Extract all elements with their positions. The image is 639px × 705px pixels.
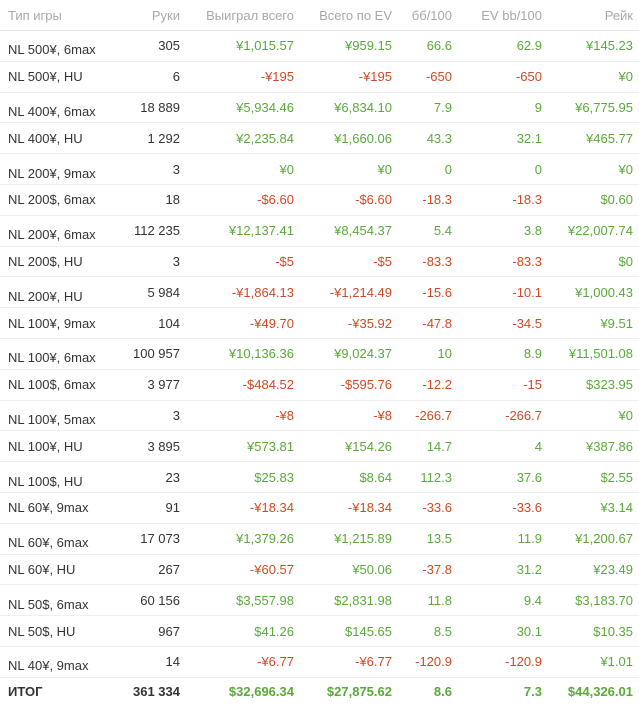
- cell-ev-total: ¥959.15: [345, 38, 392, 54]
- cell-ev-bb100: 32.1: [516, 130, 542, 146]
- cell-game-type: NL 500¥, HU: [8, 69, 83, 85]
- cell-ev-total: ¥9,024.37: [334, 346, 392, 362]
- cell-game-type: NL 100¥, HU: [8, 438, 83, 454]
- cell-bb100: -47.8: [422, 315, 452, 331]
- table-row[interactable]: [0, 338, 639, 369]
- table-row[interactable]: [0, 585, 639, 616]
- cell-game-type: NL 200¥, 9max: [8, 165, 96, 181]
- cell-game-type: NL 200¥, 6max: [8, 227, 96, 243]
- cell-bb100: 14.7: [426, 438, 452, 454]
- cell-rake: ¥0: [618, 69, 633, 85]
- cell-hands: 18 889: [140, 99, 180, 115]
- cell-hands: 267: [158, 561, 180, 577]
- cell-bb100: 43.3: [426, 130, 452, 146]
- cell-ev-bb100: 0: [534, 161, 542, 177]
- cell-ev-bb100: 62.9: [516, 38, 542, 54]
- cell-rake: ¥1,000.43: [575, 284, 633, 300]
- cell-game-type: NL 50$, HU: [8, 623, 76, 639]
- cell-hands: 104: [158, 315, 180, 331]
- cell-game-type: NL 60¥, HU: [8, 561, 76, 577]
- cell-rake: ¥11,501.08: [568, 346, 633, 362]
- cell-bb100: 66.6: [426, 38, 452, 54]
- cell-bb100: 8.5: [433, 623, 452, 639]
- table-row[interactable]: [0, 523, 639, 554]
- cell-rake: ¥9.51: [600, 315, 633, 331]
- cell-rake: ¥3.14: [600, 500, 633, 516]
- cell-rake: ¥0: [618, 161, 633, 177]
- total-ev: $27,875.62: [326, 683, 392, 699]
- cell-ev-bb100: 9.4: [523, 592, 542, 608]
- cell-ev-bb100: -10.1: [512, 284, 542, 300]
- cell-game-type: NL 100¥, 6max: [8, 350, 96, 366]
- table-row[interactable]: [0, 31, 639, 62]
- cell-ev-total: -¥1,214.49: [329, 284, 392, 300]
- table-row[interactable]: [0, 431, 639, 462]
- cell-rake: $10.35: [593, 623, 633, 639]
- total-label: ИТОГ: [8, 683, 43, 699]
- cell-ev-total: -¥35.92: [347, 315, 392, 331]
- cell-ev-total: ¥154.26: [345, 438, 392, 454]
- cell-hands: 5 984: [147, 284, 180, 300]
- table-row[interactable]: [0, 369, 639, 400]
- cell-won-total: ¥1,015.57: [236, 38, 294, 54]
- cell-won-total: -$484.52: [242, 377, 294, 393]
- column-header-ev-total[interactable]: Всего по EV: [300, 0, 398, 31]
- cell-hands: 3 977: [147, 377, 180, 393]
- cell-rake: ¥387.86: [586, 438, 633, 454]
- cell-ev-bb100: -15: [523, 377, 542, 393]
- cell-won-total: ¥0: [279, 161, 294, 177]
- table-row[interactable]: [0, 215, 639, 246]
- cell-game-type: NL 60¥, 6max: [8, 535, 89, 551]
- cell-rake: ¥23.49: [593, 561, 633, 577]
- cell-rake: $323.95: [586, 377, 633, 393]
- cell-hands: 6: [172, 69, 180, 85]
- cell-bb100: 112.3: [420, 469, 452, 485]
- table-row[interactable]: [0, 92, 639, 123]
- cell-hands: 3: [172, 407, 180, 423]
- cell-bb100: 13.5: [426, 531, 452, 547]
- cell-hands: 3: [172, 161, 180, 177]
- cell-won-total: $41.26: [254, 623, 294, 639]
- table-row[interactable]: [0, 646, 639, 677]
- cell-ev-total: -$6.60: [355, 192, 392, 208]
- cell-ev-total: -$5: [373, 253, 392, 269]
- cell-hands: 17 073: [140, 531, 180, 547]
- table-footer: [0, 677, 639, 705]
- cell-won-total: ¥12,137.41: [228, 223, 294, 239]
- header-row: [0, 0, 639, 31]
- cell-hands: 112 235: [133, 223, 180, 239]
- cell-won-total: -¥49.70: [249, 315, 294, 331]
- table-row[interactable]: [0, 123, 639, 154]
- cell-bb100: -15.6: [422, 284, 452, 300]
- cell-ev-bb100: 8.9: [523, 346, 542, 362]
- column-header-won-total[interactable]: Выиграл всего: [186, 0, 300, 31]
- cell-hands: 60 156: [140, 592, 180, 608]
- cell-bb100: 0: [444, 161, 452, 177]
- cell-ev-bb100: -33.6: [512, 500, 542, 516]
- cell-bb100: -650: [425, 69, 452, 85]
- cell-game-type: NL 60¥, 9max: [8, 500, 89, 516]
- cell-hands: 3: [172, 253, 180, 269]
- cell-rake: ¥6,775.95: [575, 99, 633, 115]
- column-header-ev-bb100[interactable]: EV bb/100: [458, 0, 548, 31]
- table-header: [0, 0, 639, 31]
- cell-ev-bb100: 31.2: [516, 561, 542, 577]
- cell-bb100: -83.3: [422, 253, 452, 269]
- column-header-game-type[interactable]: Тип игры: [0, 0, 118, 31]
- table-row[interactable]: [0, 492, 639, 523]
- cell-hands: 3 895: [147, 438, 180, 454]
- cell-ev-bb100: -650: [515, 69, 542, 85]
- cell-hands: 91: [165, 500, 180, 516]
- cell-bb100: -33.6: [422, 500, 452, 516]
- cell-ev-total: -¥18.34: [347, 500, 392, 516]
- cell-game-type: NL 100¥, 9max: [8, 315, 96, 331]
- cell-ev-total: $2,831.98: [334, 592, 392, 608]
- cell-game-type: NL 40¥, 9max: [8, 658, 89, 674]
- cell-bb100: 11.8: [427, 592, 452, 608]
- table-row[interactable]: [0, 61, 639, 92]
- cell-won-total: -¥60.57: [249, 561, 294, 577]
- cell-hands: 1 292: [147, 130, 180, 146]
- cell-won-total: -$5: [275, 253, 294, 269]
- cell-ev-total: -¥6.77: [355, 654, 392, 670]
- cell-hands: 14: [165, 654, 180, 670]
- cell-won-total: ¥1,379.26: [236, 531, 294, 547]
- cell-rake: ¥1.01: [600, 654, 633, 670]
- cell-hands: 18: [165, 192, 180, 208]
- cell-ev-total: -$595.76: [340, 377, 392, 393]
- cell-bb100: -18.3: [422, 192, 452, 208]
- cell-ev-bb100: 30.1: [516, 623, 542, 639]
- cell-hands: 967: [158, 623, 180, 639]
- cell-won-total: -$6.60: [257, 192, 294, 208]
- cell-rake: ¥465.77: [586, 130, 633, 146]
- total-won: $32,696.34: [228, 683, 294, 699]
- cell-rake: $0.60: [600, 192, 633, 208]
- cell-ev-bb100: -83.3: [512, 253, 542, 269]
- cell-game-type: NL 200$, HU: [8, 253, 83, 269]
- cell-won-total: ¥2,235.84: [236, 130, 294, 146]
- cell-won-total: ¥573.81: [247, 438, 294, 454]
- cell-won-total: $25.83: [254, 469, 294, 485]
- cell-hands: 23: [165, 469, 180, 485]
- cell-rake: ¥22,007.74: [567, 223, 633, 239]
- cell-ev-total: ¥50.06: [352, 561, 392, 577]
- total-ev-bb100: 7.3: [523, 683, 542, 699]
- cell-won-total: -¥195: [260, 69, 294, 85]
- cell-ev-total: ¥6,834.10: [334, 99, 392, 115]
- cell-won-total: ¥5,934.46: [236, 99, 294, 115]
- table-row[interactable]: [0, 308, 639, 339]
- cell-rake: $0: [618, 253, 633, 269]
- cell-ev-bb100: -34.5: [512, 315, 542, 331]
- cell-bb100: -12.2: [422, 377, 452, 393]
- cell-game-type: NL 100$, HU: [8, 473, 83, 489]
- cell-ev-total: $145.65: [345, 623, 392, 639]
- cell-won-total: -¥6.77: [257, 654, 294, 670]
- cell-game-type: NL 100$, 6max: [8, 377, 96, 393]
- cell-ev-total: ¥1,215.89: [334, 531, 392, 547]
- table-row[interactable]: [0, 400, 639, 431]
- cell-won-total: $3,557.98: [236, 592, 294, 608]
- table-row[interactable]: [0, 616, 639, 647]
- cell-bb100: -266.7: [415, 407, 452, 423]
- cell-bb100: 5.4: [433, 223, 452, 239]
- total-rake: $44,326.01: [567, 683, 633, 699]
- cell-ev-bb100: 3.8: [523, 223, 542, 239]
- cell-bb100: 7.9: [433, 99, 452, 115]
- cell-ev-bb100: 4: [534, 438, 542, 454]
- cell-game-type: NL 100¥, 5max: [8, 411, 96, 427]
- cell-rake: ¥145.23: [586, 38, 633, 54]
- cell-ev-total: ¥0: [377, 161, 392, 177]
- cell-won-total: -¥18.34: [249, 500, 294, 516]
- table-row[interactable]: [0, 277, 639, 308]
- table-body: [0, 31, 639, 678]
- cell-game-type: NL 400¥, 6max: [8, 103, 96, 119]
- total-bb100: 8.6: [433, 683, 452, 699]
- column-header-bb100[interactable]: бб/100: [398, 0, 458, 31]
- total-hands: 361 334: [133, 683, 180, 699]
- cell-rake: $3,183.70: [575, 592, 633, 608]
- cell-ev-bb100: 11.9: [517, 531, 542, 547]
- cell-ev-bb100: 9: [534, 99, 542, 115]
- cell-ev-bb100: -120.9: [505, 654, 542, 670]
- cell-bb100: -37.8: [422, 561, 452, 577]
- cell-ev-bb100: 37.6: [516, 469, 542, 485]
- cell-game-type: NL 200$, 6max: [8, 192, 96, 208]
- table-row[interactable]: [0, 184, 639, 215]
- cell-game-type: NL 200¥, HU: [8, 288, 83, 304]
- cell-won-total: -¥8: [275, 407, 294, 423]
- cell-ev-total: -¥8: [373, 407, 392, 423]
- table-row[interactable]: [0, 554, 639, 585]
- cell-hands: 305: [158, 38, 180, 54]
- cell-rake: $2.55: [600, 469, 633, 485]
- cell-ev-total: ¥1,660.06: [334, 130, 392, 146]
- cell-bb100: 10: [437, 346, 452, 362]
- cell-ev-bb100: -266.7: [505, 407, 542, 423]
- table-row[interactable]: [0, 154, 639, 185]
- total-row: [0, 677, 639, 705]
- cell-hands: 100 957: [133, 346, 180, 362]
- column-header-hands[interactable]: Руки: [118, 0, 186, 31]
- table-row[interactable]: [0, 462, 639, 493]
- cell-won-total: ¥10,136.36: [228, 346, 294, 362]
- table-row[interactable]: [0, 246, 639, 277]
- cell-game-type: NL 500¥, 6max: [8, 42, 96, 58]
- cell-ev-total: ¥8,454.37: [334, 223, 392, 239]
- cell-rake: ¥0: [618, 407, 633, 423]
- cell-bb100: -120.9: [415, 654, 452, 670]
- cell-ev-total: $8.64: [359, 469, 392, 485]
- cell-ev-bb100: -18.3: [512, 192, 542, 208]
- cell-rake: ¥1,200.67: [575, 531, 633, 547]
- cell-ev-total: -¥195: [358, 69, 392, 85]
- cell-game-type: NL 50$, 6max: [8, 596, 89, 612]
- column-header-rake[interactable]: Рейк: [548, 0, 639, 31]
- cell-won-total: -¥1,864.13: [231, 284, 294, 300]
- cell-game-type: NL 400¥, HU: [8, 130, 83, 146]
